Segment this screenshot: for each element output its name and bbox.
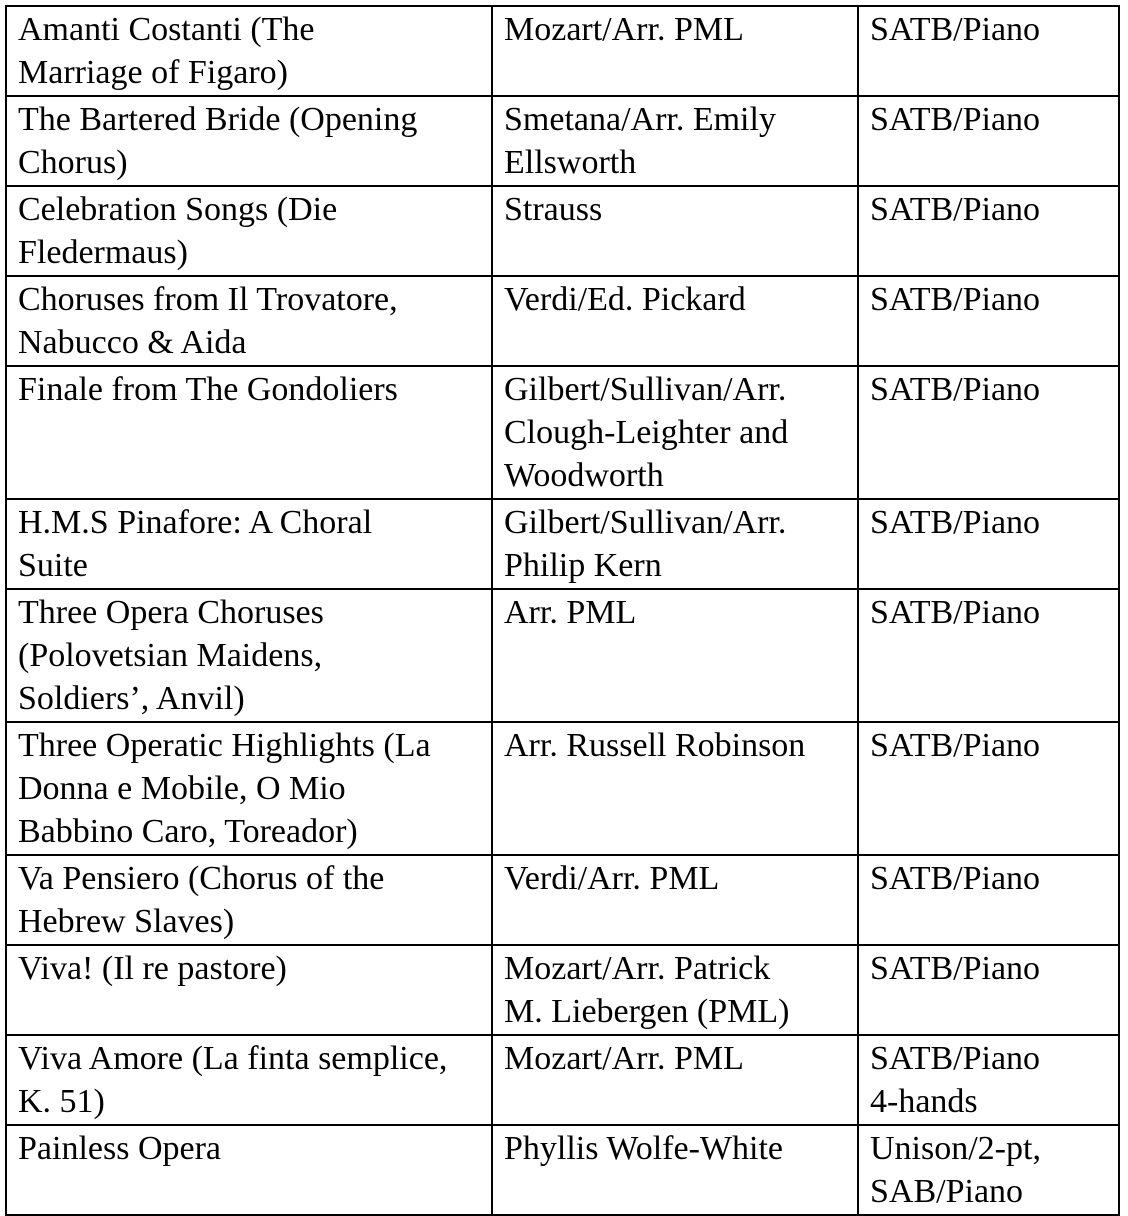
table-row bbox=[6, 945, 1119, 1035]
title-cell: Three Opera Choruses (Polovetsian Maidens, Soldiers’, Anvil) bbox=[6, 589, 492, 722]
title-cell: Choruses from Il Trovatore, Nabucco & Aida bbox=[6, 276, 492, 366]
composer-cell: Phyllis Wolfe-White bbox=[492, 1125, 858, 1215]
table-row bbox=[6, 1125, 1119, 1215]
title-cell: Finale from The Gondoliers bbox=[6, 366, 492, 499]
repertoire-table bbox=[5, 5, 1120, 1216]
composer-cell: Mozart/Arr. Patrick M. Liebergen (PML) bbox=[492, 945, 858, 1035]
title-cell: Viva! (Il re pastore) bbox=[6, 945, 492, 1035]
voicing-cell: SATB/Piano 4-hands bbox=[858, 1035, 1119, 1125]
table-row bbox=[6, 6, 1119, 96]
voicing-cell: SATB/Piano bbox=[858, 722, 1119, 855]
title-cell: Painless Opera bbox=[6, 1125, 492, 1215]
title-cell: H.M.S Pinafore: A Choral Suite bbox=[6, 499, 492, 589]
voicing-cell: SATB/Piano bbox=[858, 366, 1119, 499]
voicing-cell: SATB/Piano bbox=[858, 96, 1119, 186]
voicing-cell: SATB/Piano bbox=[858, 945, 1119, 1035]
table-row bbox=[6, 855, 1119, 945]
title-cell: Amanti Costanti (The Marriage of Figaro) bbox=[6, 6, 492, 96]
composer-cell: Smetana/Arr. Emily Ellsworth bbox=[492, 96, 858, 186]
composer-cell: Gilbert/Sullivan/Arr. Clough-Leighter and Woodworth bbox=[492, 366, 858, 499]
table-row bbox=[6, 96, 1119, 186]
title-cell: Three Operatic Highlights (La Donna e Mobile, O Mio Babbino Caro, Toreador) bbox=[6, 722, 492, 855]
composer-cell: Verdi/Arr. PML bbox=[492, 855, 858, 945]
composer-cell: Strauss bbox=[492, 186, 858, 276]
table-row bbox=[6, 589, 1119, 722]
composer-cell: Verdi/Ed. Pickard bbox=[492, 276, 858, 366]
composer-cell: Gilbert/Sullivan/Arr. Philip Kern bbox=[492, 499, 858, 589]
voicing-cell: SATB/Piano bbox=[858, 499, 1119, 589]
title-cell: The Bartered Bride (Opening Chorus) bbox=[6, 96, 492, 186]
table-row bbox=[6, 1035, 1119, 1125]
voicing-cell: SATB/Piano bbox=[858, 589, 1119, 722]
table-row bbox=[6, 499, 1119, 589]
composer-cell: Mozart/Arr. PML bbox=[492, 1035, 858, 1125]
voicing-cell: SATB/Piano bbox=[858, 855, 1119, 945]
table-row bbox=[6, 366, 1119, 499]
composer-cell: Arr. PML bbox=[492, 589, 858, 722]
title-cell: Celebration Songs (Die Fledermaus) bbox=[6, 186, 492, 276]
voicing-cell: SATB/Piano bbox=[858, 186, 1119, 276]
composer-cell: Mozart/Arr. PML bbox=[492, 6, 858, 96]
table-row bbox=[6, 722, 1119, 855]
voicing-cell: SATB/Piano bbox=[858, 6, 1119, 96]
voicing-cell: SATB/Piano bbox=[858, 276, 1119, 366]
table-row bbox=[6, 186, 1119, 276]
title-cell: Viva Amore (La finta semplice, K. 51) bbox=[6, 1035, 492, 1125]
title-cell: Va Pensiero (Chorus of the Hebrew Slaves) bbox=[6, 855, 492, 945]
voicing-cell: Unison/2-pt, SAB/Piano bbox=[858, 1125, 1119, 1215]
table-row bbox=[6, 276, 1119, 366]
composer-cell: Arr. Russell Robinson bbox=[492, 722, 858, 855]
